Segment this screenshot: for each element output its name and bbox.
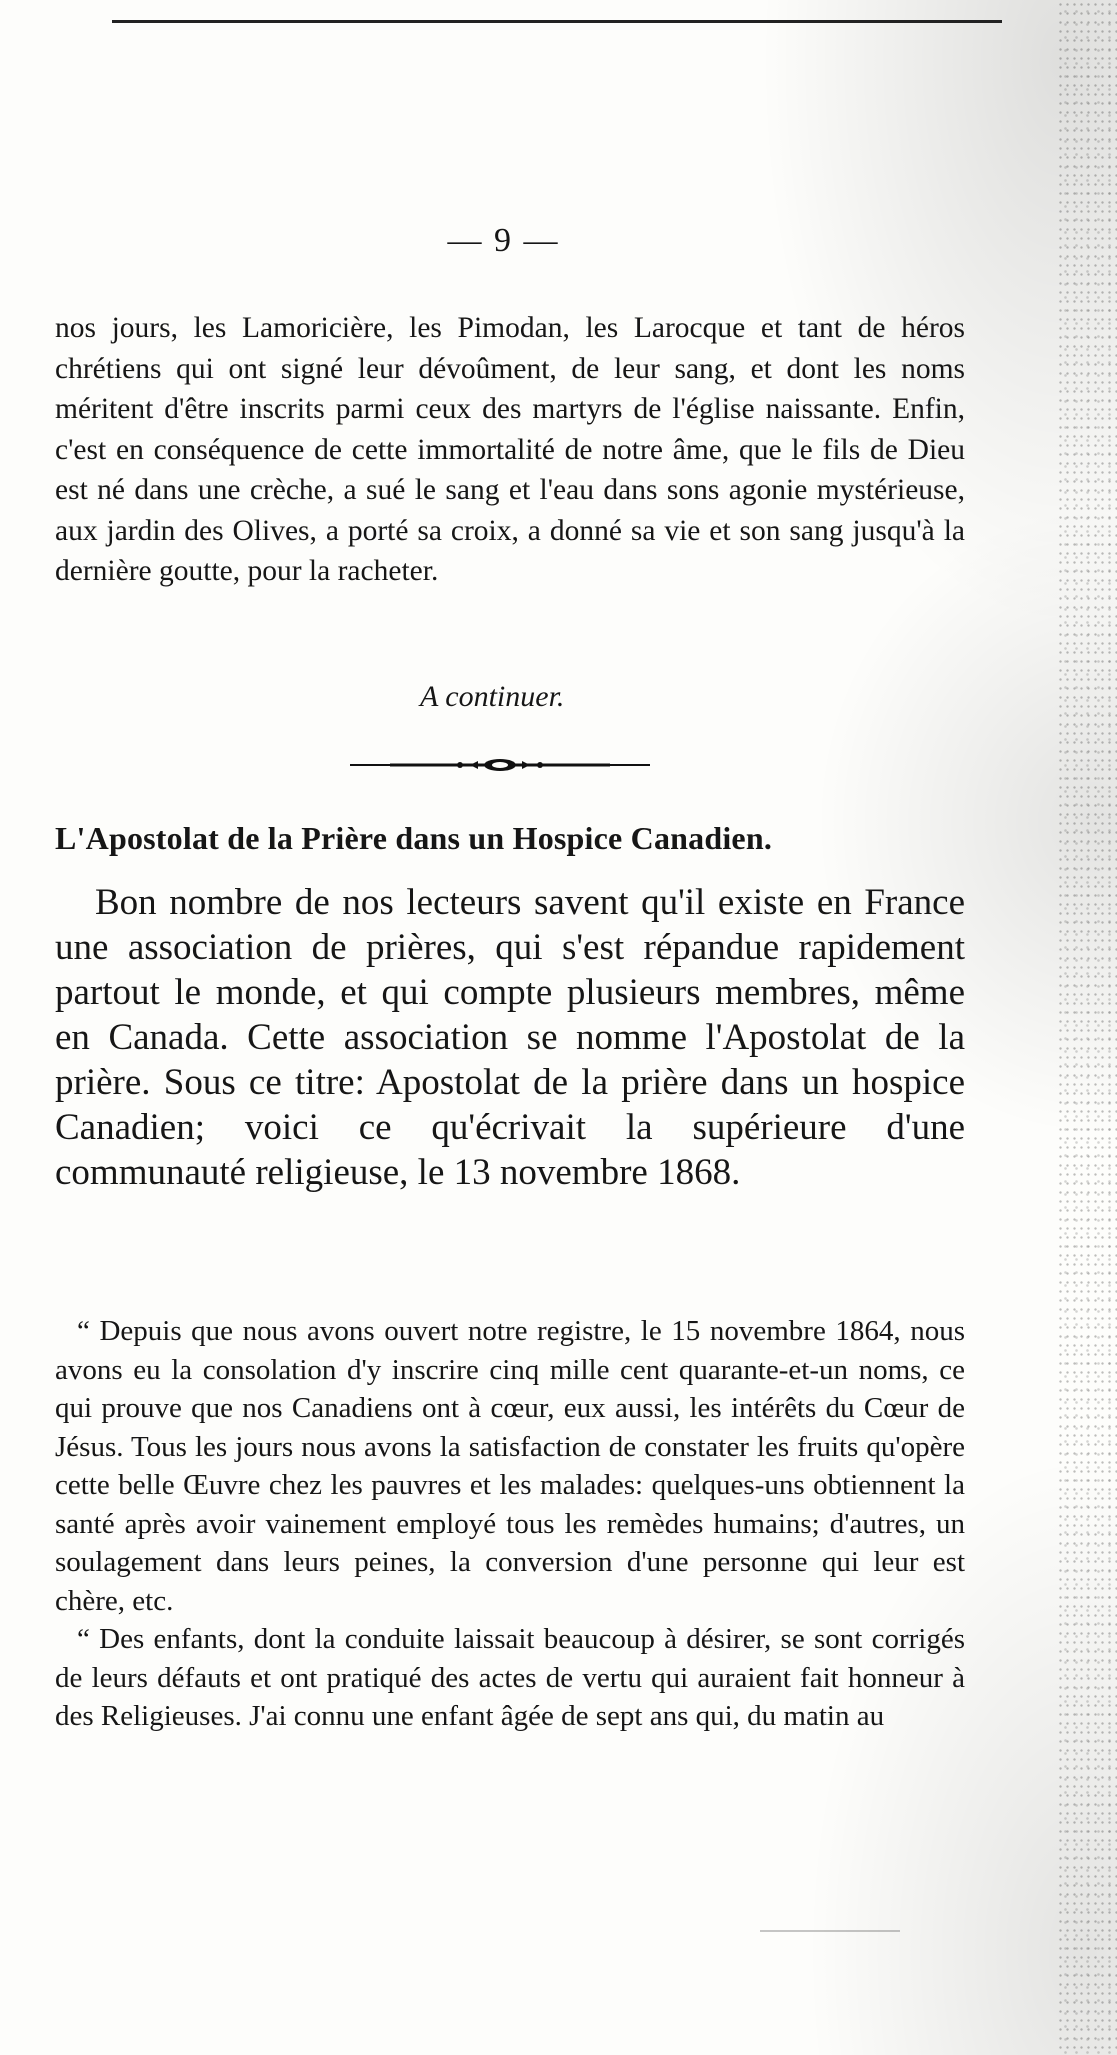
quote-paragraph-1: “ Depuis que nous avons ouvert notre registre, le 15 novembre 1864, nous avons eu la consolation d'y inscrire cinq mille cent quarante-et-un noms, ce qui prouve que nos Canadiens ont à cœur, eux aussi, les intérêts du Cœur de Jésus. Tous les jours nous avons la satisfaction de constater les fruits qu'opère cette belle Œuvre chez les pauvres et les malades: quelques-uns obtiennent la santé après avoir vainement employé tous les remèdes humains; d'autres, un soulagement dans leurs peines, la conversion d'une personne qui leur est chère, etc. bbox=[55, 1315, 965, 1617]
quote-paragraph-2: “ Des enfants, dont la conduite laissait beaucoup à désirer, se sont corrigés de leurs défauts et ont pratiqué des actes de vertu qui auraient fait honneur à des Religieuses. J'ai connu une enfant âgée de sept ans qui, du matin au bbox=[55, 1623, 965, 1732]
article-title: L'Apostolat de la Prière dans un Hospice Canadien. bbox=[55, 820, 773, 856]
page-number: — 9 — bbox=[447, 222, 560, 259]
continue-note: A continuer. bbox=[420, 680, 565, 713]
bottom-mark bbox=[760, 1930, 900, 1932]
quoted-letter bbox=[55, 1312, 965, 1736]
article-intro bbox=[55, 880, 965, 1195]
continued-section bbox=[55, 308, 965, 592]
continued-paragraph: nos jours, les Lamoricière, les Pimodan, les Larocque et tant de héros chrétiens qui ont signé leur dévoûment, de leur sang, et dont les noms méritent d'être inscrits parmi ceux des martyrs de l'église naissante. Enfin, c'est en conséquence de cette immortalité de notre âme, que le fils de Dieu est né dans une crèche, a sué le sang et l'eau dans sons agonie mystérieuse, aux jardin des Olives, a porté sa croix, a donné sa vie et son sang jusqu'à la dernière goutte, pour la racheter. bbox=[55, 312, 965, 587]
ornament-divider bbox=[350, 755, 650, 775]
intro-paragraph: Bon nombre de nos lecteurs savent qu'il existe en France une association de prières, qui s'est répandue rapidement partout le monde, et qui compte plusieurs membres, même en Canada. Cette association se nomme l'Apostolat de la prière. Sous ce titre: Apostolat de la prière dans un hospice Canadien; voici ce qu'écrivait la supérieure d'une communauté religieuse, le 13 novembre 1868. bbox=[55, 882, 965, 1193]
top-rule bbox=[112, 20, 1002, 23]
scan-noise-edge bbox=[1057, 0, 1117, 2055]
